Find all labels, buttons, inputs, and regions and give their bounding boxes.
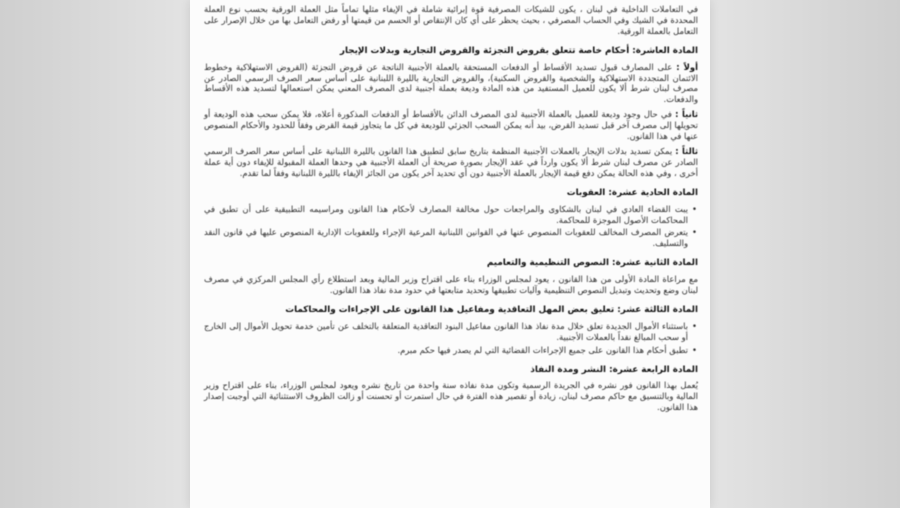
list-item: • يتعرض المصرف المخالف للعقوبات المنصوص عنها في القوانين اللبنانية المرعية الإجراء وللعقوبات الإدارية المنصوص عليها في قانون النقد والتسليف. (204, 227, 688, 249)
article-14-text: يُعمل بهذا القانون فور نشره في الجريدة الرسمية وتكون مدة نفاذه سنة واحدة من تاريخ نشره ويعود لمجلس الوزراء، بناء على اقتراح وزير المالية وبالتنسيق مع حاكم مصرف لبنان، زيادة أو تقصير هذه الفترة في حال استمرت أو تحسنت أو زالت الظروف الاستثنائية التي أوجبت إصدار هذا القانون. (204, 380, 698, 413)
clause-text-second: في حال وجود وديعة للعميل بالعملة الأجنبية لدى المصرف الدائن بالأقساط أو الدفعات المذكورة أعلاه، فلا يمكن سحب هذه الوديعة أو تحويلها إلى مصرف آخر قبل تسديد القرض، بيد أنه يمكن السحب الجزئي للوديعة في كل ما يتجاوز قيمة القرض وفقاً للحدود والأحكام المنصوص عنها في هذا القانون. (204, 109, 698, 142)
list-item: • يبت القضاء العادي في لبنان بالشكاوى والمراجعات حول مخالفة المصارف لأحكام هذا القانون ومراسيمه التطبيقية على أن تطبق في المحاكمات الأصول الموجزة للمحاكمة. (204, 204, 688, 226)
article-10-third-clause (204, 146, 698, 179)
article-14-heading: المادة الرابعة عشرة: النشر ومدة النفاذ (530, 364, 698, 375)
clause-text-first: على المصارف قبول تسديد الأقساط أو الدفعات المستحقة بالعملة الأجنبية الناتجة عن قروض التجزئة (القروض الاستهلاكية وخطوط الائتمان المتجددة الاستهلاكية والشخصية والقروض السكنية)، والقروض التجارية بالليرة اللبنانية على أساس سعر الصرف الرسمي الصادر عن مصرف لبنان شرط ألا يكون للعميل المستفيد من هذه المادة وديعة بعملة أجنبية لدى المصرف المعني يمكن استعمالها لتسديد هذه الأقساط والدفعات. (204, 61, 698, 105)
article-13-list (204, 321, 698, 356)
article-12-text: مع مراعاة المادة الأولى من هذا القانون ، يعود لمجلس الوزراء بناء على اقتراح وزير المالية وبعد استطلاع رأي المجلس المركزي في مصرف لبنان وضع وتحديث وتبديل النصوص التنظيمية وآليات تطبيقها وتحديد متابعتها في حدود مدة نفاذ هذا القانون. (204, 274, 698, 296)
clause-lead-first: أولاً : (676, 61, 698, 72)
article-12-heading: المادة الثانية عشرة: النصوص التنظيمية والتعاميم (486, 258, 698, 269)
article-13-heading: المادة الثالثة عشر: تعليق بعض المهل التعاقدية ومفاعيل هذا القانون على الإجراءات والمحاكمات (285, 304, 698, 315)
clause-lead-third: ثالثاً : (675, 145, 699, 156)
article-11-heading: المادة الحادية عشرة: العقوبات (566, 187, 698, 198)
list-item: • تطبق أحكام هذا القانون على جميع الإجراءات القضائية التي لم يصدر فيها حكم مبرم. (204, 345, 688, 356)
intro-paragraph: في التعاملات الداخلية في لبنان ، يكون للشيكات المصرفية قوة إبرائية شاملة في الإيفاء مثلها تماماً مثل العملة الورقية بحسب نوع العملة المحددة في الشيك وفي الحساب المصرفي ، بحيث يحظر على أي كان الإنتقاص أو الحسم من قيمتها أو رفض التعامل بها من خلال الإصرار على التعامل بالعملة الورقية. (204, 4, 698, 36)
clause-text-third: يمكن تسديد بدلات الإيجار بالعملات الأجنبية المنظمة بتاريخ سابق لتطبيق هذا القانون بالليرة اللبنانية على أساس سعر الصرف الرسمي الصادر عن مصرف لبنان شرط ألا يكون وارداً في عقد الإيجار بصورة صريحة أن العملة الأجنبية هي وحدها العملة المقبولة للإيفاء دون أية عملة أخرى ، وفي هذه الحالة يمكن دفع قيمة الإيجار بالعملة الأجنبية دون أي تحديد آخر يكون من الجائز الإيفاء بالليرة اللبنانية وفقاً لما تقدم. (204, 145, 698, 178)
list-item: • باستثناء الأموال الجديدة تعلق خلال مدة نفاذ هذا القانون مفاعيل البنود التعاقدية المتعلقة بالتخلف عن تأمين خدمة تحويل الأموال إلى الخارج أو سحب المبالغ نقداً بالعملات الأجنبية. (204, 321, 688, 343)
article-10-first-clause (204, 62, 698, 106)
clause-lead-second: ثانياً : (675, 109, 699, 120)
document-page (190, 0, 710, 508)
article-10-second-clause (204, 109, 698, 142)
document-body (204, 4, 698, 417)
article-11-list (204, 204, 698, 250)
article-10-heading: المادة العاشرة: أحكام خاصة تتعلق بقروض التجزئة والقروض التجارية وبدلات الإيجار (339, 45, 698, 56)
